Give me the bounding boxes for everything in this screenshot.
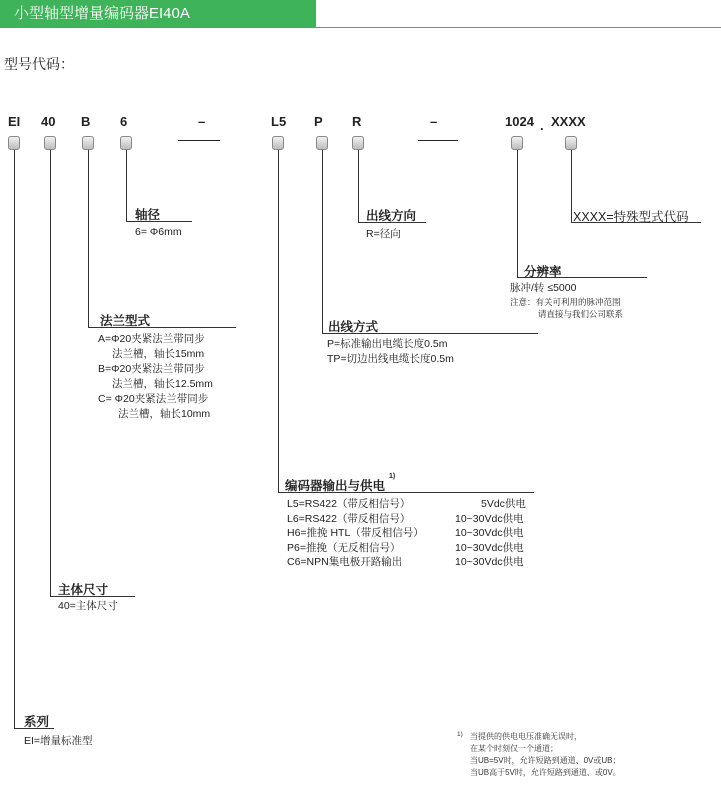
pill-b [82, 136, 94, 150]
code-resolution: 1024 [505, 114, 534, 129]
separator-line-1 [178, 140, 220, 141]
resolution-title: 分辨率 [524, 265, 562, 279]
code-l5: L5 [271, 114, 287, 129]
flange-a-1: A=Φ20夹紧法兰带同步 [98, 333, 205, 345]
outmode-title: 出线方式 [328, 320, 379, 334]
outdir-title: 出线方向 [366, 209, 417, 223]
footnote-line-3: 当UB=5V时，允许短路到通道、0V或UB； [470, 756, 621, 765]
code-6: 6 [120, 114, 128, 129]
resolution-note-1: 注意：有关可利用的脉冲范围 [510, 297, 621, 307]
code-40: 40 [41, 114, 56, 129]
shaft-title: 轴径 [135, 208, 161, 222]
code-xxxx: XXXX [551, 114, 586, 129]
code-p: P [314, 114, 323, 129]
code-dot: . [540, 118, 544, 133]
pill-ei [8, 136, 20, 150]
pill-40 [44, 136, 56, 150]
flange-c-2: 法兰槽，轴长10mm [118, 408, 211, 420]
code-r: R [352, 114, 362, 129]
output-row-code: H6=推挽 HTL（带反相信号） [287, 527, 424, 539]
special-code: XXXX=特殊型式代码 [573, 210, 689, 224]
intro-label: 型号代码： [4, 56, 74, 72]
connector-series-v [14, 150, 15, 728]
resolution-note-2: 请直接与我们公司联系 [538, 309, 624, 319]
output-row-supply: 10~30Vdc供电 [455, 556, 524, 568]
code-ei: EI [8, 114, 21, 129]
connector-shaft-v [126, 150, 127, 221]
header-underline [316, 27, 721, 28]
connector-body-v [50, 150, 51, 596]
series-option: EI=增量标准型 [24, 735, 93, 747]
connector-resolution-v [517, 150, 518, 277]
pill-l5 [272, 136, 284, 150]
footnote-line-2: 在某个时刻仅一个通道； [470, 744, 558, 753]
resolution-range: 脉冲/转 ≤5000 [510, 282, 577, 294]
flange-b-2: 法兰槽，轴长12.5mm [112, 378, 213, 390]
outdir-option: R=径向 [366, 228, 401, 240]
output-row-code: P6=推挽（无反相信号） [287, 541, 401, 554]
pill-r [352, 136, 364, 150]
output-row-code: C6=NPN集电极开路输出 [287, 556, 403, 568]
connector-output-v [278, 150, 279, 492]
outmode-tp: TP=切边出线电缆长度0.5m [327, 353, 454, 365]
footnote-line-4: 当UB高于5V时，允许短路到通道、或0V。 [470, 768, 621, 777]
connector-outdir-v [358, 150, 359, 222]
output-row-code: L6=RS422（带反相信号） [287, 512, 411, 525]
pill-resolution [511, 136, 523, 150]
output-row-supply: 10~30Vdc供电 [455, 512, 524, 525]
flange-c-1: C= Φ20夹紧法兰带同步 [98, 393, 209, 405]
footnote-line-1: 当提供的供电电压准确无误时， [470, 732, 582, 741]
output-row-supply: 10~30Vdc供电 [455, 541, 524, 554]
pill-6 [120, 136, 132, 150]
section-header: 小型轴型增量编码器EI40A [0, 0, 316, 28]
outmode-p: P=标准输出电缆长度0.5m [327, 338, 448, 350]
pill-p [316, 136, 328, 150]
code-dash-2: – [430, 114, 438, 129]
flange-b-1: B=Φ20夹紧法兰带同步 [98, 363, 205, 375]
output-row-code: L5=RS422（带反相信号） [287, 498, 411, 510]
shaft-option: 6= Φ6mm [135, 226, 182, 238]
series-title: 系列 [24, 715, 50, 729]
separator-line-2 [418, 140, 458, 141]
output-row-supply: 5Vdc供电 [481, 498, 526, 510]
connector-special-v [571, 150, 572, 222]
footnote-mark: 1) [457, 731, 463, 738]
output-row-supply: 10~30Vdc供电 [455, 527, 524, 539]
connector-outmode-v [322, 150, 323, 333]
code-dash-1: – [198, 114, 206, 129]
connector-flange-v [88, 150, 89, 327]
code-b: B [81, 114, 91, 129]
flange-title: 法兰型式 [100, 314, 151, 328]
flange-a-2: 法兰槽，轴长15mm [112, 348, 205, 360]
body-size-title: 主体尺寸 [58, 583, 109, 597]
output-title [285, 473, 396, 494]
output-footnote-mark: 1) [389, 473, 396, 480]
output-title-text: 编码器输出与供电 [285, 479, 386, 493]
pill-xxxx [565, 136, 577, 150]
body-size-option: 40=主体尺寸 [58, 600, 118, 612]
